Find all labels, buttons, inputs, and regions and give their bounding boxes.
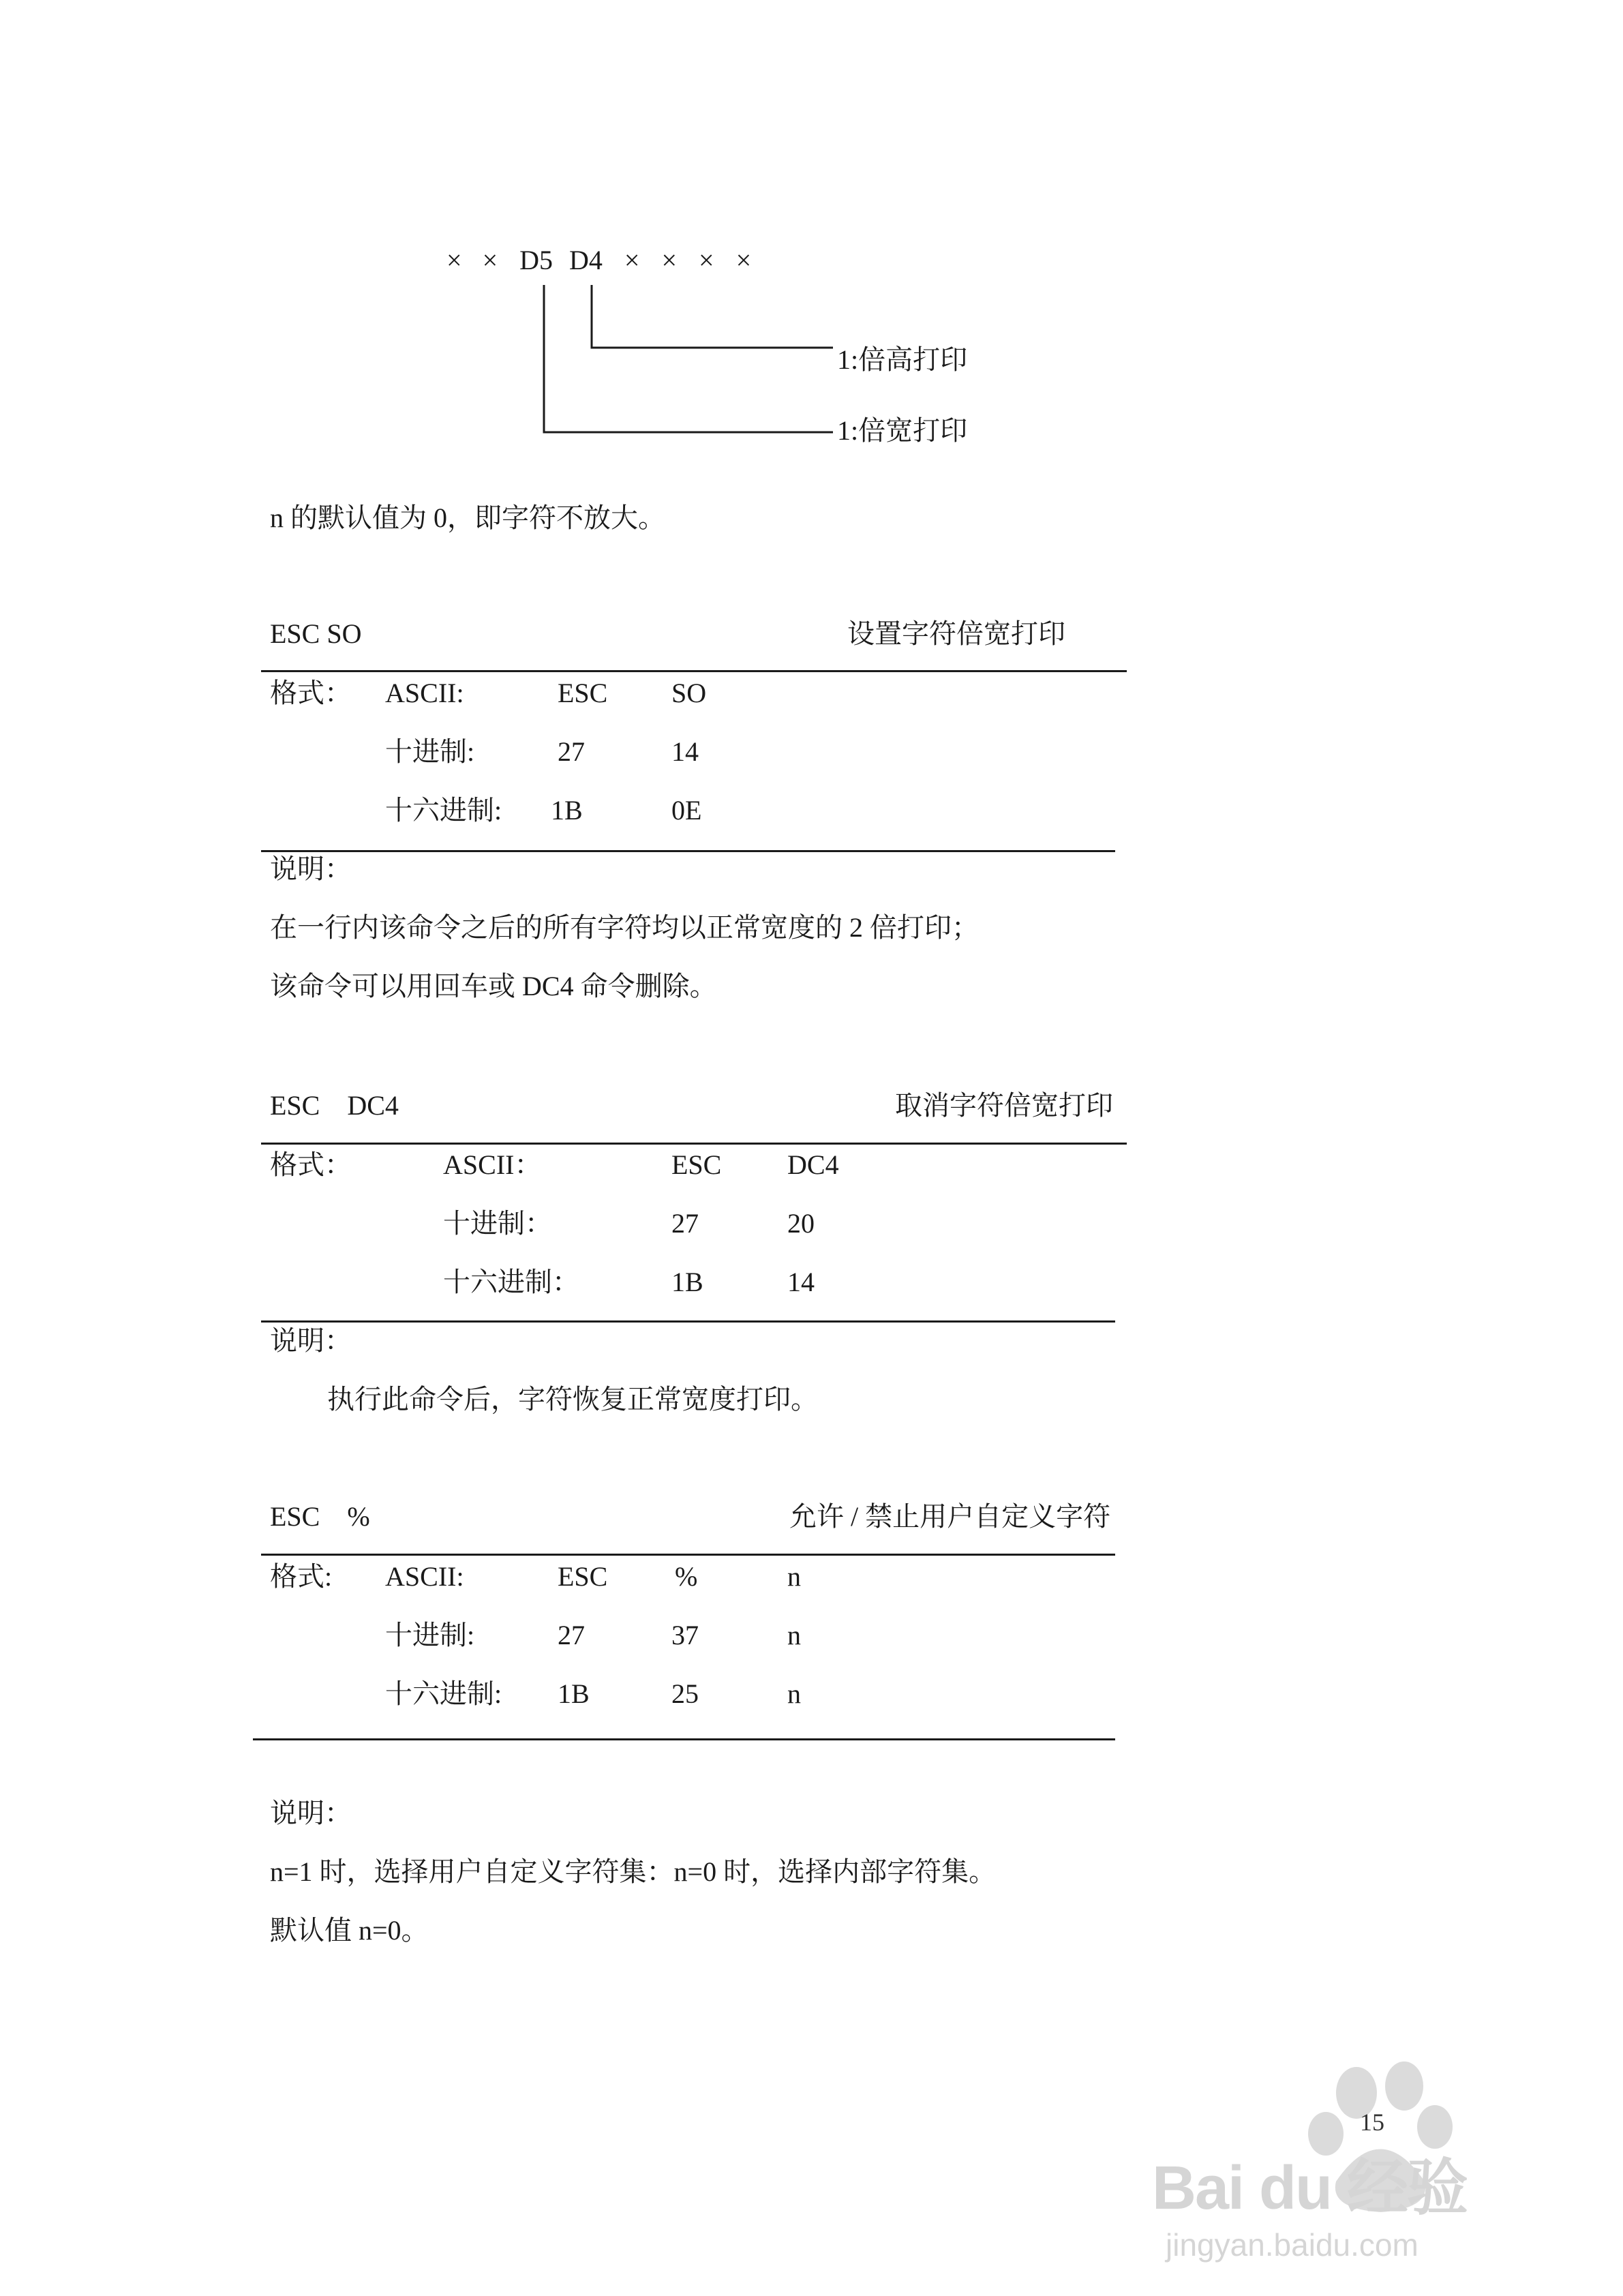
watermark-url: jingyan.baidu.com — [1166, 2227, 1419, 2263]
section-3-row-dec-v3: n — [787, 1620, 801, 1650]
section-2-format-label: 格式： — [270, 1149, 352, 1180]
section-3-desc-line-1: n=1 时，选择用户自定义字符集：n=0 时，选择内部字符集。 — [270, 1856, 997, 1887]
section-1-row-hex-v2: 0E — [671, 795, 702, 826]
page-number: 15 — [1360, 2109, 1384, 2136]
section-3-row-dec-v2: 37 — [671, 1620, 699, 1650]
section-3-top-rule — [261, 1554, 1115, 1556]
section-2-row-ascii-v1: ESC — [671, 1149, 722, 1180]
section-1-row-ascii-v1: ESC — [558, 678, 608, 708]
section-1-row-hex-label: 十六进制: — [385, 795, 502, 826]
section-1-row-dec-label: 十进制: — [385, 736, 475, 767]
section-3-row-hex-v1: 1B — [558, 1678, 590, 1709]
section-2-title: 取消字符倍宽打印 — [895, 1090, 1113, 1121]
bit-0: × — [735, 245, 752, 275]
bit-d5: D5 — [519, 245, 553, 275]
section-1-row-ascii-label: ASCII: — [385, 678, 464, 708]
section-3-row-ascii-v3: n — [787, 1561, 801, 1592]
section-2-command: ESC DC4 — [270, 1090, 399, 1121]
section-3-desc-line-2: 默认值 n=0。 — [270, 1915, 429, 1946]
section-3-command: ESC % — [270, 1501, 370, 1532]
section-3-row-dec-label: 十进制: — [385, 1620, 475, 1650]
section-3-format-label: 格式: — [270, 1561, 333, 1592]
section-2-row-dec-label: 十进制： — [443, 1208, 552, 1239]
section-1-format-label: 格式： — [270, 678, 352, 708]
section-2-desc-line-1: 执行此命令后，字符恢复正常宽度打印。 — [327, 1384, 818, 1415]
section-1-desc-label: 说明： — [270, 854, 352, 884]
section-2-row-dec-v1: 27 — [671, 1208, 699, 1239]
section-3-desc-label: 说明： — [270, 1798, 352, 1828]
section-3-row-ascii-v1: ESC — [558, 1561, 608, 1592]
section-3-row-hex-v3: n — [787, 1678, 801, 1709]
section-3-title: 允许 / 禁止用户自定义字符 — [789, 1501, 1111, 1532]
section-2-row-ascii-v2: DC4 — [787, 1149, 839, 1180]
section-1-desc-line-2: 该命令可以用回车或 DC4 命令删除。 — [270, 971, 717, 1001]
section-1-row-hex-v1: 1B — [551, 795, 583, 826]
section-3-row-ascii-label: ASCII: — [385, 1561, 464, 1592]
bit-7: × — [446, 245, 462, 275]
section-2-row-hex-v1: 1B — [671, 1267, 703, 1297]
section-1-command: ESC SO — [270, 618, 362, 649]
bit-3: × — [624, 245, 640, 275]
section-3-row-ascii-v2: % — [675, 1561, 698, 1592]
bit-d4: D4 — [569, 245, 603, 275]
section-3-row-hex-v2: 25 — [671, 1678, 699, 1709]
default-note: n 的默认值为 0，即字符不放大。 — [270, 502, 665, 533]
section-1-title: 设置字符倍宽打印 — [847, 618, 1065, 649]
bit-1: × — [699, 245, 714, 275]
section-1-row-ascii-v2: SO — [671, 678, 707, 708]
section-2-top-rule — [261, 1143, 1127, 1145]
bit-2: × — [661, 245, 678, 275]
section-2-row-hex-v2: 14 — [787, 1267, 815, 1297]
watermark-brand: Bai du 经验 — [1152, 2154, 1468, 2222]
section-2-row-hex-label: 十六进制： — [443, 1267, 579, 1297]
section-3-row-hex-label: 十六进制: — [385, 1678, 502, 1709]
section-3-bottom-rule — [253, 1738, 1115, 1740]
section-2-bottom-rule — [261, 1320, 1115, 1323]
section-1-row-dec-v1: 27 — [558, 736, 585, 767]
section-2-desc-label: 说明： — [270, 1325, 352, 1356]
d5-label: 1:倍宽打印 — [837, 415, 968, 446]
baidu-jingyan-watermark — [1152, 2055, 1534, 2263]
section-1-desc-line-1: 在一行内该命令之后的所有字符均以正常宽度的 2 倍打印； — [270, 912, 979, 943]
section-1-row-dec-v2: 14 — [671, 736, 699, 767]
section-3-row-dec-v1: 27 — [558, 1620, 585, 1650]
section-1-top-rule — [261, 670, 1127, 672]
section-1-bottom-rule — [261, 850, 1115, 852]
d4-label: 1:倍高打印 — [837, 344, 968, 375]
section-2-row-ascii-label: ASCII： — [443, 1149, 542, 1180]
bit-6: × — [482, 245, 498, 275]
section-2-row-dec-v2: 20 — [787, 1208, 815, 1239]
